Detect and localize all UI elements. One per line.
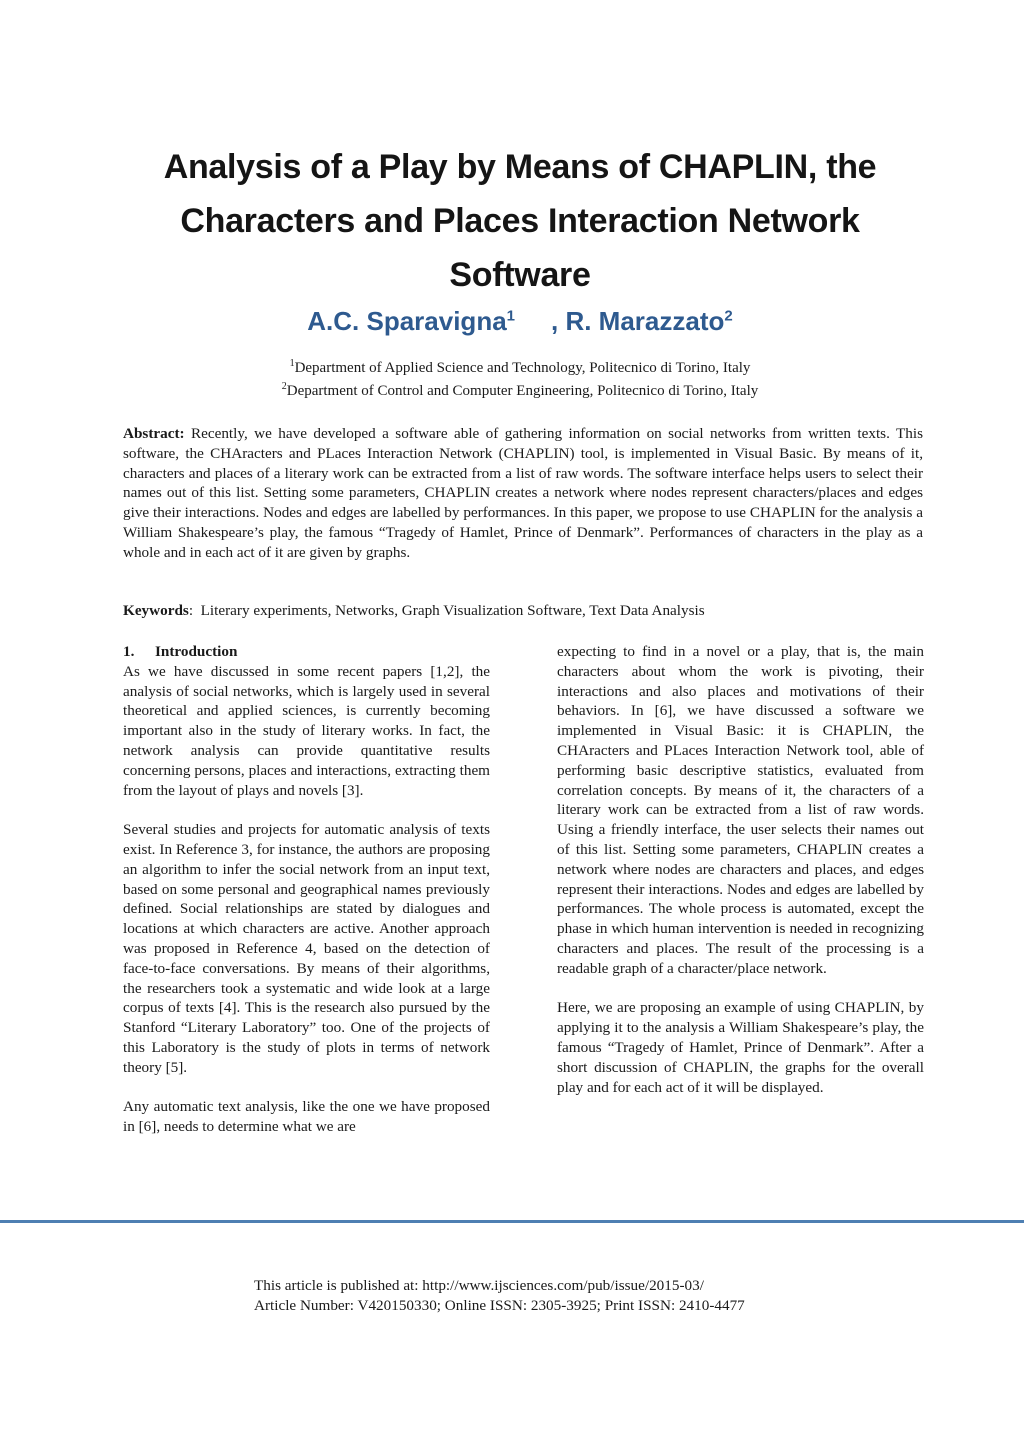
footer-divider: [0, 1220, 1024, 1223]
section-heading: [123, 642, 490, 662]
affiliation: [120, 358, 920, 377]
author-list: [120, 306, 920, 337]
abstract-text: Recently, we have developed a software able of gathering information on social networks from written texts. This software, the CHAracters and PLaces Interaction Network (CHAPLIN) tool, is implemented in Visual Basic. By means of it, characters and places of a literary work can be extracted from a list of raw words. The software interface helps users to select their names out of this list. Setting some parameters, CHAPLIN creates a network where nodes represent characters/places and edges give their interactions. Nodes and edges are labelled by performances. In this paper, we propose to use CHAPLIN for the analysis a William Shakespeare’s play, the famous “Tragedy of Hamlet, Prince of Denmark”. Performances of characters in the play as a whole and in each act of it are given by graphs.: [123, 425, 924, 561]
title-line: Analysis of a Play by Means of CHAPLIN, the: [163, 148, 877, 186]
author-name: , R. Marazzato: [551, 306, 725, 336]
left-column: [123, 642, 490, 1157]
footer-issn-line: Article Number: V420150330; Online ISSN: 2305-3925; Print ISSN: 2410-4477: [254, 1297, 745, 1314]
keywords: Keywords: Literary experiments, Networks, Graph Visualization Software, Text Data Analysis: [123, 602, 705, 619]
footer-publication-line: This article is published at: http://www.ijsciences.com/pub/issue/2015-03/: [254, 1277, 704, 1294]
affiliation-mark: 1: [289, 358, 295, 369]
section-title: Introduction: [155, 643, 238, 660]
section-number: 1.: [123, 643, 135, 660]
abstract: [123, 424, 923, 563]
body-paragraph: Any automatic text analysis, like the one we have proposed in [6], needs to determine what we are: [123, 1098, 490, 1136]
affiliation-text: Department of Applied Science and Technology, Politecnico di Torino, Italy: [294, 360, 751, 376]
footer: [254, 1276, 745, 1316]
title-line: Characters and Places Interaction Network: [180, 202, 860, 240]
author-affil-mark: 1: [506, 307, 516, 325]
body-paragraph: Here, we are proposing an example of using CHAPLIN, by applying it to the analysis a William Shakespeare’s play, the famous “Tragedy of Hamlet, Prince of Denmark”. After a short discussion of CHAPLIN, the graphs for the overall play and for each act of it will be displayed.: [557, 999, 924, 1096]
keywords-label: Keywords: [123, 602, 189, 619]
body-paragraph: expecting to find in a novel or a play, that is, the main characters about whom the work is pivoting, their interactions and also places and motivations of their behaviors. In [6], we have discussed a software we implemented in Visual Basic: it is CHAPLIN, the CHAracters and PLaces Interaction Network tool, able of performing basic descriptive statistics, evaluated from correlation concepts. By means of it, the characters of a literary work can be extracted from a list of raw words. Using a friendly interface, the user selects their names out of this list. Setting some parameters, CHAPLIN creates a network where nodes are characters and places, and edges represent their interactions. Nodes and edges are labelled by performances. The whole process is automated, except the phase in which human intervention is needed in recognizing characters and places. The result of the processing is a readable graph of a character/place network.: [557, 643, 924, 977]
author-name: A.C. Sparavigna: [307, 306, 507, 336]
author-affil-mark: 2: [724, 307, 733, 325]
right-column: [557, 642, 924, 1117]
body-paragraph: As we have discussed in some recent papers [1,2], the analysis of social networks, which is largely used in several theoretical and applied sciences, is currently becoming important also in the study of literary works. In fact, the network analysis can provide quantitative results concerning persons, places and interactions, extracting them from the layout of plays and novels [3].: [123, 662, 490, 799]
body-paragraph: Several studies and projects for automatic analysis of texts exist. In Reference 3, for instance, the authors are proposing an algorithm to infer the social network from an input text, based on some personal and geographical names previously defined. Social relationships are stated by dialogues and locations at which characters are active. Another approach was proposed in Reference 4, based on the detection of face-to-face conversations. By means of their algorithms, the researchers took a systematic and wide look at a large corpus of texts [4]. This is the research also pursued by the Stanford “Literary Laboratory” too. One of the projects of this Laboratory is the study of plots in terms of network theory [5].: [123, 821, 490, 1076]
keywords-text: Literary experiments, Networks, Graph Visualization Software, Text Data Analysis: [200, 602, 705, 619]
paper-title: [120, 140, 920, 302]
abstract-label: Abstract:: [123, 425, 185, 442]
affiliation: [120, 381, 920, 400]
affiliation-mark: 2: [281, 381, 287, 392]
title-line: Software: [449, 256, 591, 294]
affiliation-text: Department of Control and Computer Engineering, Politecnico di Torino, Italy: [286, 383, 759, 399]
